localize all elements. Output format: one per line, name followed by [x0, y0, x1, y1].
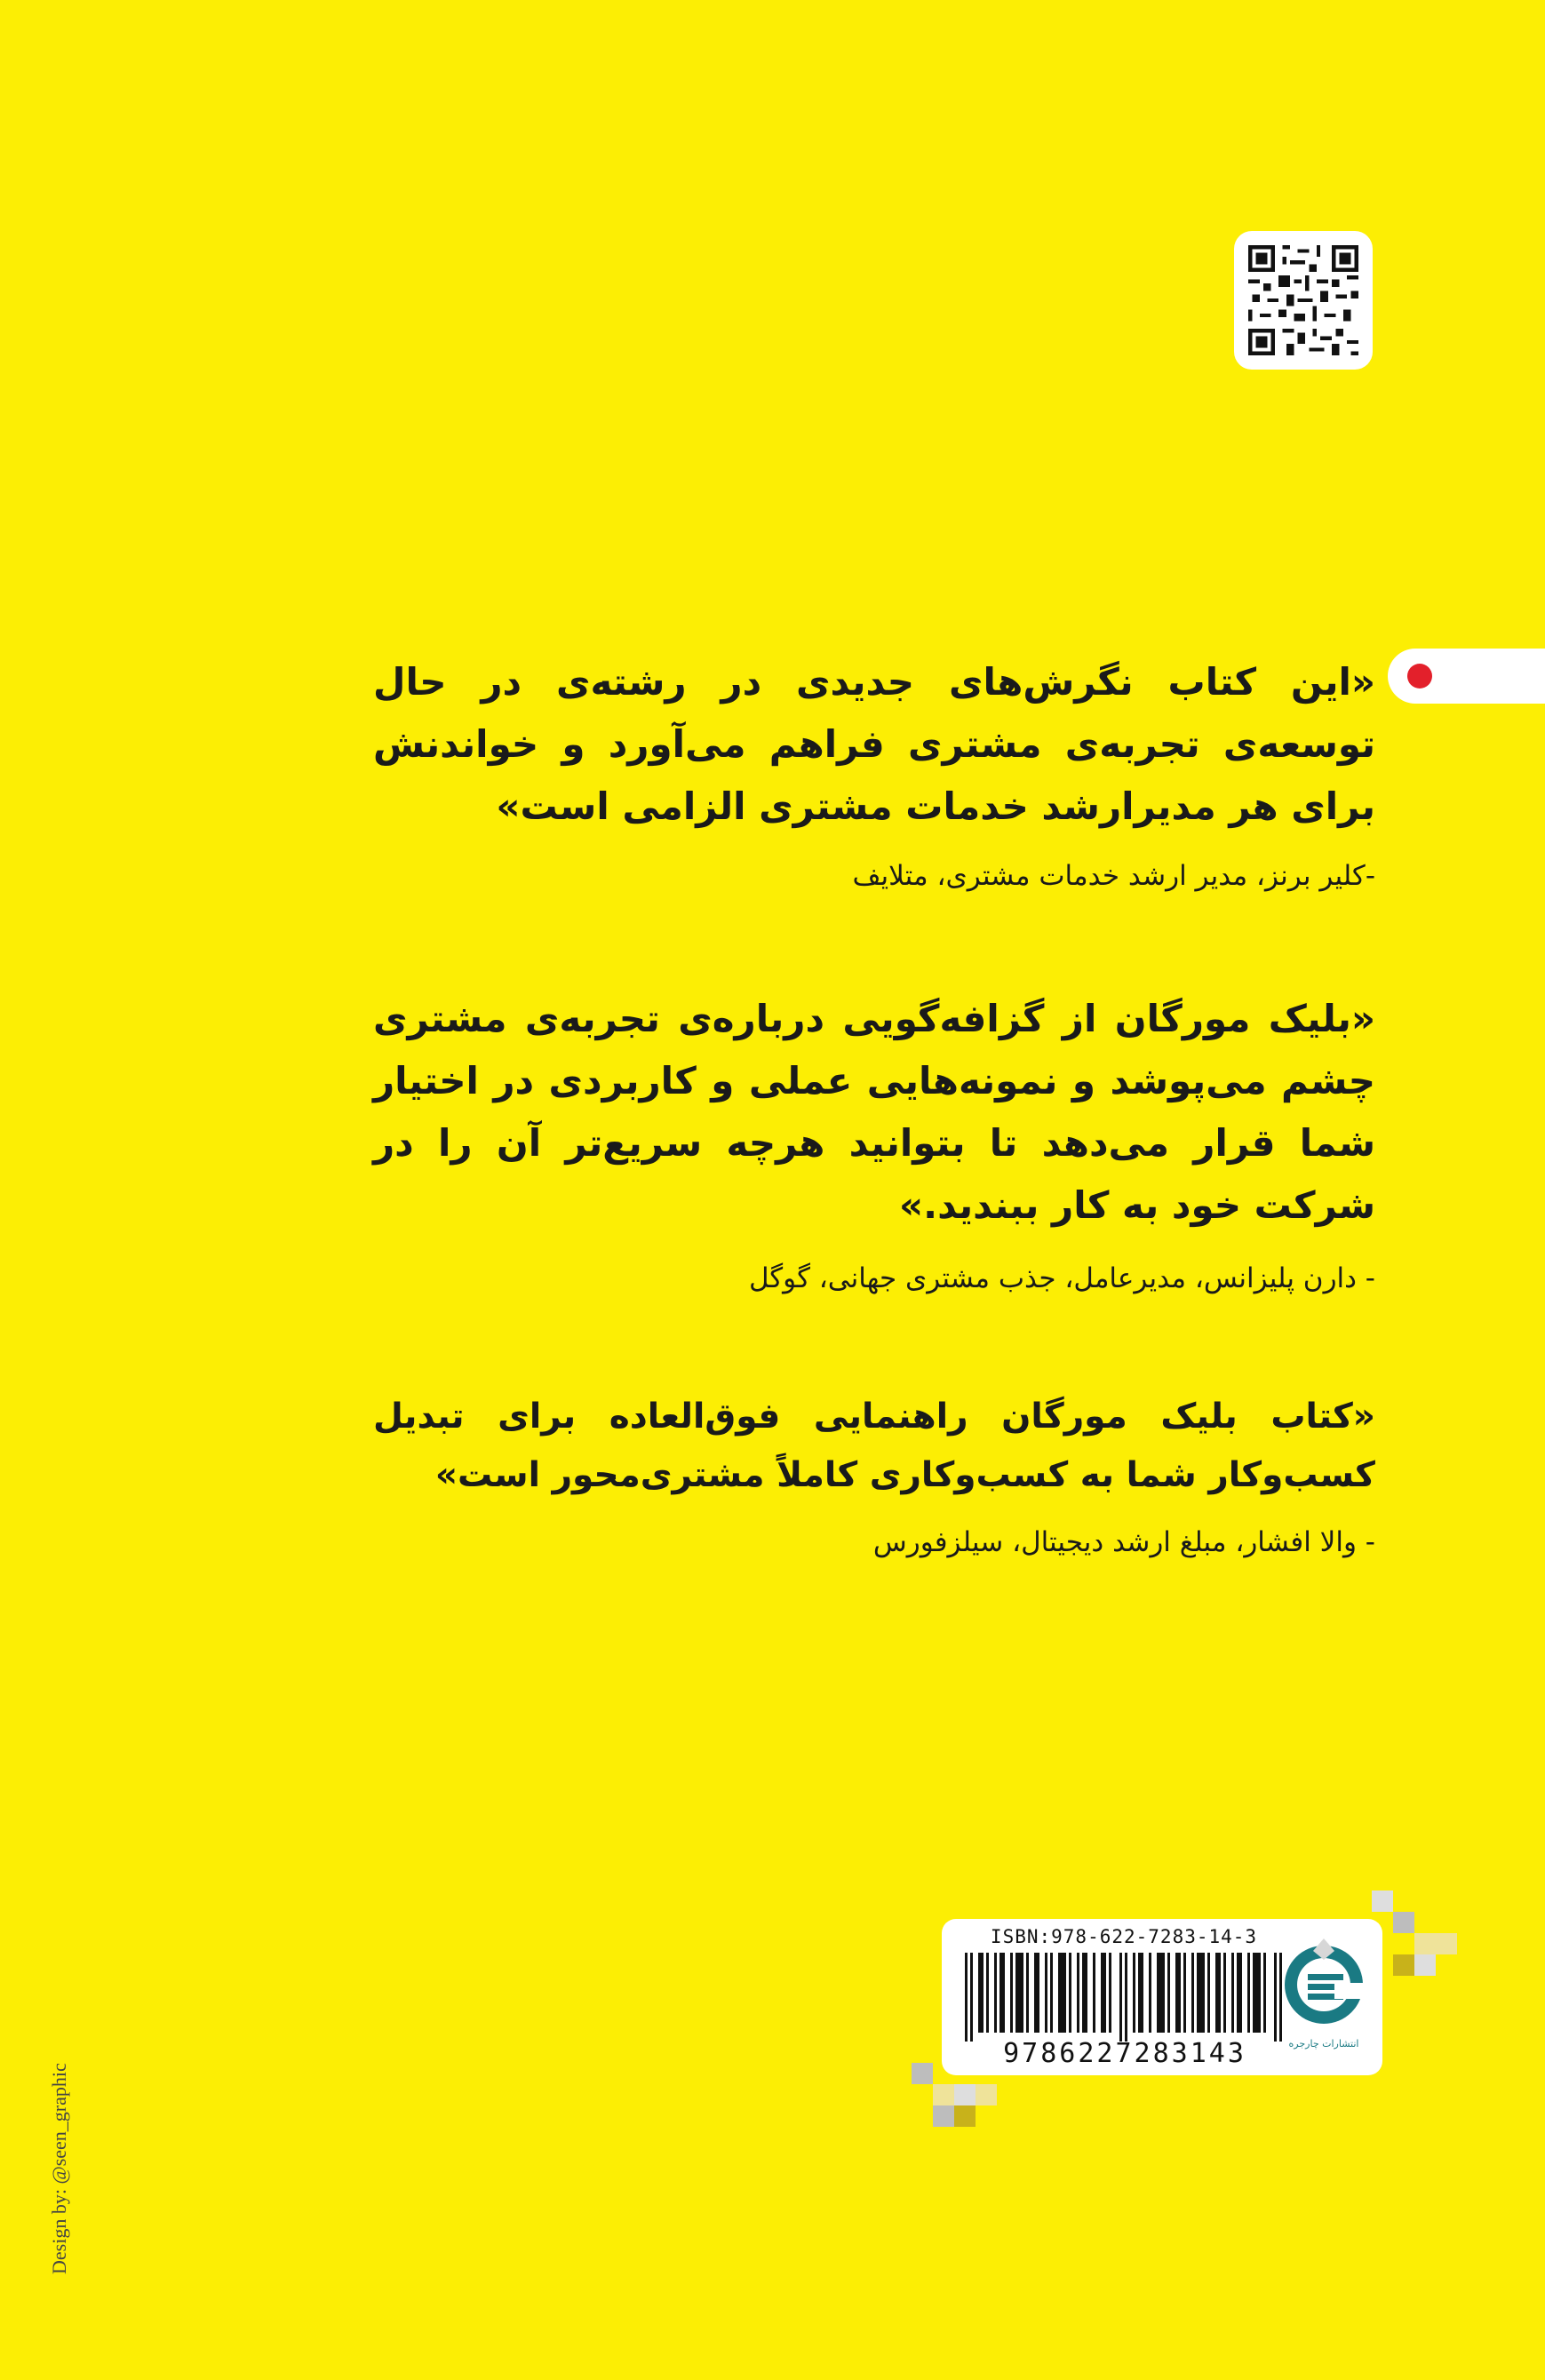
pixel-decoration	[912, 2063, 933, 2084]
pixel-decoration	[954, 2105, 976, 2127]
pixel-decoration	[1436, 1933, 1457, 1954]
barcode-digits: 9786227283143	[1003, 2038, 1246, 2069]
quote-1-attribution: -کلیر برنز، مدیر ارشد خدمات مشتری، متلایف	[852, 860, 1375, 892]
quote-2: «بلیک مورگان از گزافه‌گویی درباره‌ی تجربه‌ی مشتری چشم می‌پوشد و نمونه‌هایی عملی و کاربردی در اختیار شما قرار می‌دهد تا بتوانید هرچه سریع‌تر آن را در شرکت خود به کار ببندید.»	[373, 997, 1375, 1227]
designer-credit: Design by: @seen_graphic	[48, 2063, 70, 2274]
barcode-card	[942, 1919, 1382, 2075]
barcode-bars	[965, 1953, 1285, 2042]
isbn-label: ISBN:978-622-7283-14-3	[990, 1926, 1258, 1947]
pixel-decoration	[933, 2105, 954, 2127]
quote-3: «کتاب بلیک مورگان راهنمایی فوق‌العاده برای تبدیل کسب‌وکار شما به کسب‌وکاری کاملاً مشتری‌محور است»	[373, 1397, 1375, 1495]
pixel-decoration	[1393, 1912, 1414, 1933]
pixel-decoration	[933, 2084, 954, 2105]
pixel-decoration	[1393, 1954, 1414, 1976]
publisher-logo	[1272, 1933, 1375, 2054]
quote-2-attribution: - دارن پلیزانس، مدیرعامل، جذب مشتری جهانی، گوگل	[748, 1262, 1375, 1294]
red-dot-icon	[1407, 664, 1432, 689]
pixel-decoration	[1372, 1890, 1393, 1912]
qr-code	[1234, 231, 1373, 370]
pixel-decoration	[1414, 1933, 1436, 1954]
quote-1: «این کتاب نگرش‌های جدیدی در رشته‌ی در حال توسعه‌ی تجربه‌ی مشتری فراهم می‌آورد و خواندنش برای هر مدیرارشد خدمات مشتری الزامی است»	[373, 660, 1375, 828]
publisher-name: انتشارات چارجره	[1288, 2038, 1359, 2050]
pixel-decoration	[976, 2084, 997, 2105]
publisher-logo-icon	[1272, 1933, 1375, 2040]
section-marker	[1388, 649, 1545, 704]
qr-code-icon	[1248, 245, 1358, 355]
pixel-decoration	[1414, 1954, 1436, 1976]
pixel-decoration	[954, 2084, 976, 2105]
quote-3-attribution: - والا افشار، مبلغ ارشد دیجیتال، سیلزفورس	[872, 1526, 1375, 1558]
